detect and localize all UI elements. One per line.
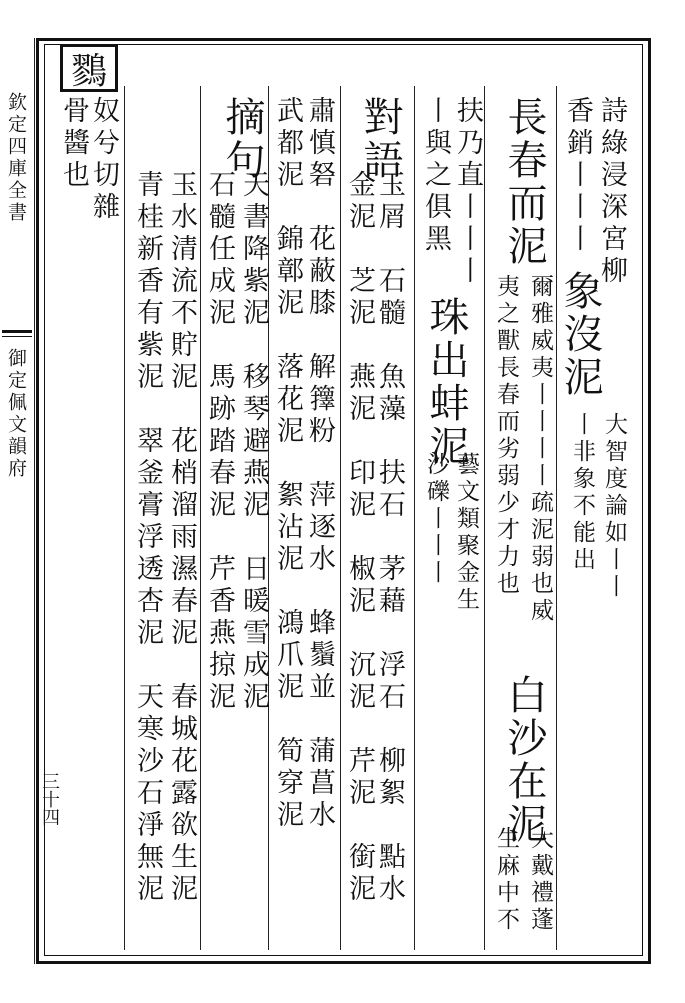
text-segment: 丨與之俱黑 [420,96,451,256]
text-column [168,170,195,906]
text-segment: 玉屑 石髓 魚藻 扶石 茅藉 浮石 柳絮 點水 [374,170,405,906]
margin-book-title: 御定佩文韻府 [5,348,27,480]
text-segment: 爾雅威夷丨丨丨丨疏泥弱也威 [527,274,553,625]
column-rule [124,86,125,950]
text-column [494,274,517,598]
column-rule [484,86,485,950]
text-segment: 沙礫丨丨丨 [423,452,449,587]
text-segment: 骨醬也 [58,96,89,192]
column-rule [556,86,557,950]
text-column [346,170,373,906]
margin-rule [2,330,32,333]
text-column [598,96,625,288]
text-column [570,412,593,574]
text-segment: 奴兮切雜 [88,96,119,224]
text-segment: 詩綠浸深宮柳 [596,96,627,288]
text-column [454,452,477,614]
section-heading-text: 對語 [357,96,403,182]
text-column [306,96,333,832]
column-rule [414,86,415,950]
text-column [274,96,301,832]
text-column [454,96,481,288]
text-column [501,674,547,846]
headword-box [60,44,118,92]
text-column [564,96,591,256]
column-rule [340,86,341,950]
text-column [60,96,87,192]
column-rule [200,86,201,950]
text-segment: 肅慎砮 花蔽膝 解籜粉 萍逐水 蜂鬚並 蒲菖水 [304,96,335,832]
headword: 鷚 [70,50,107,92]
text-segment: 生麻中不 [493,826,519,934]
text-column [240,170,267,714]
text-segment: 玉水清流不貯泥 花梢溜雨濕春泥 春城花露欲生泥 [166,170,197,906]
text-segment: 象沒泥 [557,270,603,399]
text-column [528,274,551,625]
text-column [602,412,625,601]
text-column [206,170,233,714]
text-segment: 香銷丨丨丨 [562,96,593,256]
text-segment: 長春而泥 [501,96,547,268]
text-segment: 大戴禮蓬 [527,826,553,934]
text-column [376,170,403,906]
text-column [528,826,551,934]
text-segment: 天書降紫泥 移琴避燕泥 日暖雪成泥 [238,170,269,714]
text-segment: 丨非象不能出 [569,412,595,574]
text-column [423,296,469,468]
text-column [134,170,161,906]
text-segment: 石髓任成泥 馬跡踏春泥 芹香燕掠泥 [204,170,235,714]
text-column [422,96,449,256]
text-segment: 夷之獸長春而劣弱少才力也 [493,274,519,598]
text-column [501,96,547,268]
text-column [557,270,603,399]
text-segment: 大智度論如丨丨 [601,412,627,601]
text-segment: 金泥 芝泥 燕泥 印泥 椒泥 沉泥 芹泥 銜泥 [344,170,375,906]
text-segment: 扶乃直丨丨丨 [452,96,483,288]
margin-top-title: 欽定四庫全書 [5,92,27,224]
text-segment: 珠出蚌泥 [423,296,469,468]
text-segment: 武都泥 錦鄣泥 落花泥 絮沾泥 鴻爪泥 筍穿泥 [272,96,303,832]
text-column [494,826,517,934]
section-heading-text: 摘句 [219,96,265,182]
margin-rule-thin [2,336,32,337]
margin-page-number: 三十四 [39,772,60,826]
text-segment: 白沙在泥 [501,674,547,846]
text-segment: 藝文類聚金生 [453,452,479,614]
text-column [424,452,447,587]
text-column [90,96,117,224]
text-segment: 青桂新香有紫泥 翠釜膏浮透杏泥 天寒沙石淨無泥 [132,170,163,906]
